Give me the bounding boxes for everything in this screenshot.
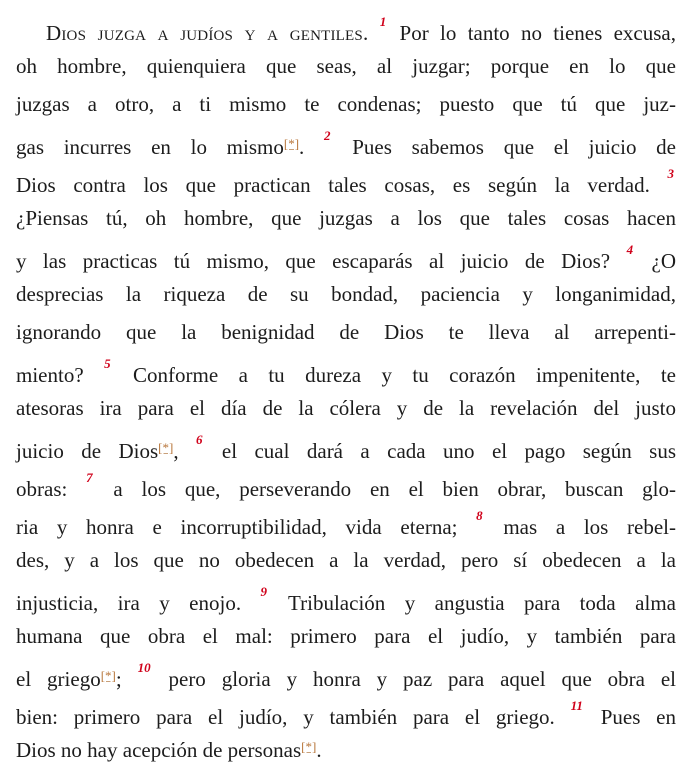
verse-text: ; xyxy=(115,667,138,691)
verse-text: . xyxy=(299,135,325,159)
text-line xyxy=(16,47,676,85)
footnote-link[interactable]: [*] xyxy=(283,136,300,151)
verse-text: . xyxy=(316,738,322,762)
verse-text: ria y honra e incorruptibilidad, vida eterna; xyxy=(16,515,477,539)
verse-text: pero gloria y honra y paz para aquel que obra el xyxy=(152,667,677,691)
verse-text: gas incurres en lo mismo xyxy=(16,135,284,159)
verse-text: humana que obra el mal: primero para el judío, y también para xyxy=(16,624,676,648)
verse-text: Por lo tanto no tienes excusa, xyxy=(388,21,676,45)
verse-text: miento? xyxy=(16,363,105,387)
text-line xyxy=(16,693,676,731)
verse-number: 7 xyxy=(86,470,93,485)
verse-text: el cual dará a cada uno el pago según sus xyxy=(204,439,676,463)
text-line xyxy=(16,351,676,389)
text-line xyxy=(16,237,676,275)
verse-number: 8 xyxy=(476,508,483,523)
verse-number: 5 xyxy=(104,356,111,371)
text-line xyxy=(16,465,676,503)
verse-text: el griego xyxy=(16,667,101,691)
verse-text: Conforme a tu dureza y tu corazón impenitente, te xyxy=(112,363,676,387)
footnote-link[interactable]: [*] xyxy=(100,668,116,683)
verse-number: 11 xyxy=(570,698,583,713)
text-line xyxy=(16,275,676,313)
verse-text: Pues sabemos que el juicio de xyxy=(332,135,677,159)
text-line xyxy=(16,541,676,579)
verse-text: des, y a los que no obedecen a la verdad, pero sí obedecen a la xyxy=(16,548,676,572)
verse-text: mas a los rebel- xyxy=(484,515,676,539)
verse-text: , xyxy=(173,439,196,463)
verse-text: atesoras ira para el día de la cólera y de la revelación del justo xyxy=(16,396,676,420)
verse-number: 2 xyxy=(324,128,331,143)
verse-text: obras: xyxy=(16,477,87,501)
verse-text: juicio de Dios xyxy=(16,439,159,463)
verse-text: y las practicas tú mismo, que escaparás al juicio de Dios? xyxy=(16,249,627,273)
text-line xyxy=(16,655,676,693)
section-heading: Dios juzga a judíos y a gentiles. xyxy=(46,21,369,45)
verse-text: bien: primero para el judío, y también para el griego. xyxy=(16,705,571,729)
verse-text: injusticia, ira y enojo. xyxy=(16,591,261,615)
verse-text: Pues en xyxy=(584,705,676,729)
verse-number: 10 xyxy=(137,660,151,675)
text-line xyxy=(16,427,676,465)
verse-text: ¿O xyxy=(635,249,676,273)
verse-text: Dios contra los que practican tales cosas, es según la verdad. xyxy=(16,173,668,197)
verse-text: a los que, perseverando en el bien obrar, buscan glo- xyxy=(94,477,676,501)
verse-text xyxy=(368,21,379,45)
verse-number: 3 xyxy=(667,166,674,181)
text-line xyxy=(16,503,676,541)
text-line xyxy=(16,617,676,655)
text-line xyxy=(16,199,676,237)
verse-text: Dios no hay acepción de personas xyxy=(16,738,302,762)
verse-number: 6 xyxy=(196,432,203,447)
footnote-link[interactable]: [*] xyxy=(301,739,317,754)
verse-number: 9 xyxy=(260,584,267,599)
scripture-passage xyxy=(16,9,676,769)
verse-text: juzgas a otro, a ti mismo te condenas; puesto que tú que juz- xyxy=(16,92,676,116)
verse-text: Tribulación y angustia para toda alma xyxy=(269,591,676,615)
verse-number: 1 xyxy=(379,14,387,29)
verse-number: 4 xyxy=(626,242,634,257)
text-line xyxy=(16,313,676,351)
verse-text: ¿Piensas tú, oh hombre, que juzgas a los que tales cosas hacen xyxy=(16,206,676,230)
verse-text: desprecias la riqueza de su bondad, paciencia y longanimidad, xyxy=(16,282,676,306)
text-line xyxy=(16,9,676,47)
text-line xyxy=(16,161,676,199)
text-line xyxy=(16,731,676,769)
verse-text: oh hombre, quienquiera que seas, al juzgar; porque en lo que xyxy=(16,54,676,78)
verse-text: ignorando que la benignidad de Dios te lleva al arrepenti- xyxy=(16,320,676,344)
text-line xyxy=(16,85,676,123)
text-line xyxy=(16,579,676,617)
text-line xyxy=(16,123,676,161)
text-line xyxy=(16,389,676,427)
footnote-link[interactable]: [*] xyxy=(158,440,174,455)
